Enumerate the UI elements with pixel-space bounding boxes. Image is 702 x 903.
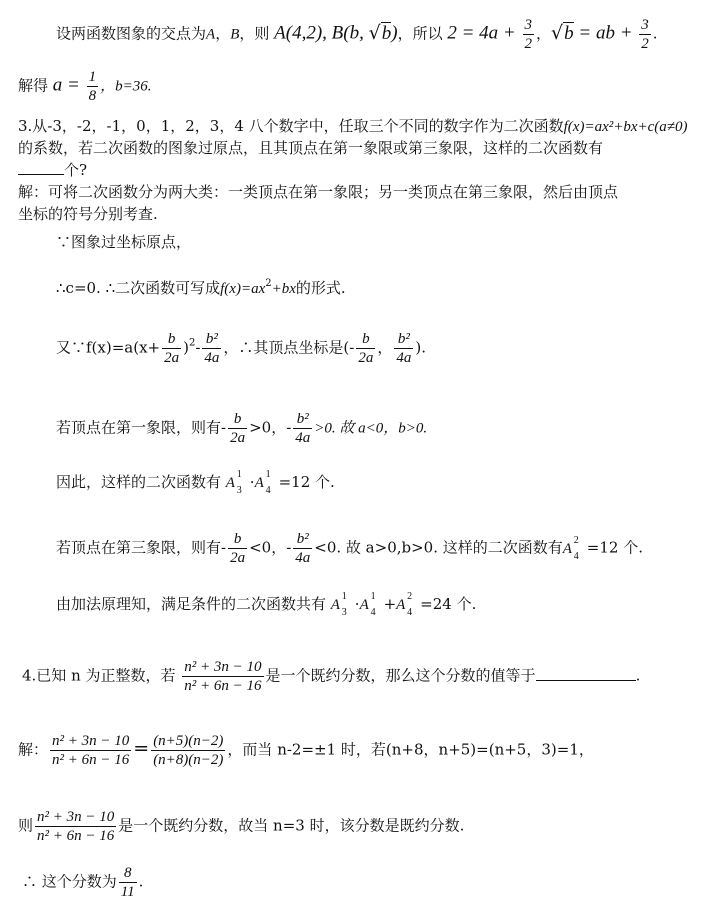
text: 3.从-3，-2，-1，0，1，2，3，4 八个数字中，任取三个不同的数字作为二次函数 [18,117,564,135]
denominator: 2a [230,550,246,566]
denominator: 4a [204,350,220,366]
text: 设两函数图象的交点为 [56,24,207,43]
fraction [228,530,247,567]
math-eq1: 2 = 4a + [447,22,521,44]
q3-sol2 [18,204,158,224]
denominator: (n+8)(n−2) [153,752,224,768]
text: ，所以 [397,24,443,43]
math: +bx [271,281,296,297]
answer-blank [18,160,64,175]
text: . [635,666,641,685]
exponent: 2 [265,278,272,289]
fraction [151,732,225,769]
text: . [138,872,144,891]
text: 则 [18,816,34,835]
numerator: n² + 3n − 10 [184,659,262,675]
fraction [356,330,375,367]
text: =12 个. [278,473,335,491]
fraction [87,68,99,105]
text: 4.已知 n 为正整数，若 [22,666,176,685]
text: - [195,338,201,357]
text: ∵图象过坐标原点， [56,233,192,251]
text: 的形式. [295,279,346,297]
text: 又∵f(x)=a(x+ [56,338,161,357]
text: 解： [18,740,49,759]
numerator: b [356,330,375,349]
q4-solution [18,732,594,769]
denominator: 11 [120,884,135,900]
text: 若顶点在第三象限，则有- [56,538,227,557]
fraction [293,530,312,567]
math: ) [391,22,398,44]
math: a = [52,74,85,96]
text: 由加法原理知，满足条件的二次函数共有 [56,595,327,613]
text: 的系数，若二次函数的图象过原点，且其顶点在第一象限或第三象限，这样的二次函数有 [18,139,604,157]
numerator: b² [293,530,312,549]
text: 是一个既约分数，那么这个分数的值等于 [265,666,536,685]
q3-sum: 由加法原理知，满足条件的二次函数共有 A 1 3 ·A 1 4 +A 2 4 =24 个. [56,591,477,618]
fraction [394,330,413,367]
fraction [639,16,651,53]
fraction [228,410,247,447]
text: ，b=36. [100,78,152,95]
text: . [652,24,658,43]
numerator: 3 [524,17,533,33]
math: f(x)=ax [220,281,266,297]
denominator: 2a [230,430,246,446]
numerator: 8 [119,864,137,883]
var-B: B [230,26,240,43]
fraction [50,732,131,769]
math-sqrt-b: b [381,22,392,44]
denominator: 2a [358,350,374,366]
answer-blank [536,666,636,681]
fraction [162,330,181,367]
text: ∴ 这个分数为 [22,872,117,891]
text: =12 个. [586,538,643,557]
line-solution-a [18,68,152,105]
numerator: 3 [641,17,649,33]
numerator: b [162,330,181,349]
fraction [182,658,263,695]
math-eq2: = ab + [573,22,638,44]
denominator: 4a [295,430,311,446]
denominator: n² + 6n − 16 [37,828,115,844]
text: ). [415,338,426,357]
text: 是一个既约分数，故当 n=3 时，该分数是既约分数. [118,816,465,835]
text: ) [183,338,189,357]
numerator: b [228,410,247,429]
q3-line3 [18,160,87,180]
text: 坐标的符号分别考查. [18,205,158,223]
text: >0，- [249,418,292,437]
text: 解：可将二次函数分为两大类：一类顶点在第一象限；另一类顶点在第三象限，然后由顶点 [18,183,619,201]
numerator: b [228,530,247,549]
numerator: (n+5)(n−2) [153,733,224,749]
q3-count1: 因此，这样的二次函数有 A 1 3 ·A 1 4 =12 个. [56,469,335,496]
denominator: 2 [524,36,533,52]
math-f: f(x)=ax²+bx+c(a≠0) [563,119,688,135]
text: ， [377,338,393,357]
denominator: 4a [396,350,412,366]
text: >0. 故 a<0，b>0. [314,420,428,437]
line-intersection: 设两函数图象的交点为A，B，则 A(4,2), B(b, √b)，所以 2 = 4a + $\frac{3}{2}$ ，√b = ab + $\frac{3}{2}$ . [56,17,658,52]
q3-therefore [56,274,346,299]
q4-intro [22,658,640,695]
denominator: 8 [88,88,97,104]
text: <0. 故 a>0,b>0. 这样的二次函数有 [314,538,563,557]
math-points: A(4,2), B(b, [274,22,369,44]
numerator: b² [202,330,221,349]
fraction [35,808,116,845]
q3-sol1 [18,182,618,202]
q3-line1 [18,116,688,137]
text: 因此，这样的二次函数有 [56,473,222,491]
numerator: b² [293,410,312,429]
denominator: 4a [295,550,311,566]
text: 解得 [18,76,49,95]
text: ，则 [239,24,270,43]
text: ，而当 n-2=±1 时，若(n+8，n+5)=(n+5，3)=1， [227,740,594,759]
text: 若顶点在第一象限，则有- [56,418,227,437]
numerator: 1 [88,69,97,85]
numerator: n² + 3n − 10 [52,733,130,749]
denominator: 2 [641,36,649,52]
text: ，∴其顶点坐标是(- [223,338,355,357]
fraction [202,330,221,367]
text: <0，- [249,538,292,557]
text: 个? [64,161,88,179]
exponent: 2 [188,337,196,349]
text: ， [215,24,231,43]
q3-third-quadrant: 若顶点在第三象限，则有- $\frac{b}{2a}$ <0，- $\frac{\text{b²}}{4a}$ <0. 故 a>0,b>0. 这样的二次函数有A 2 4 =12 个. [56,531,643,566]
q4-then [18,808,464,845]
equals: = [133,737,150,760]
numerator: b² [394,330,413,349]
denominator: n² + 6n − 16 [52,752,130,768]
q3-again [56,330,426,367]
q3-because [56,232,191,252]
fraction [523,16,535,53]
var-A: A [206,26,216,43]
text: ∴c=0. ∴二次函数可写成 [56,279,221,297]
denominator: 2a [164,350,180,366]
q3-first-quadrant [56,410,427,447]
q3-line2 [18,138,603,158]
math-sqrt-b: b [564,22,574,44]
fraction [119,864,137,901]
fraction [293,410,312,447]
numerator: n² + 3n − 10 [37,809,115,825]
q4-result [22,864,143,901]
text: =24 个. [420,595,477,613]
denominator: n² + 6n − 16 [184,678,262,694]
